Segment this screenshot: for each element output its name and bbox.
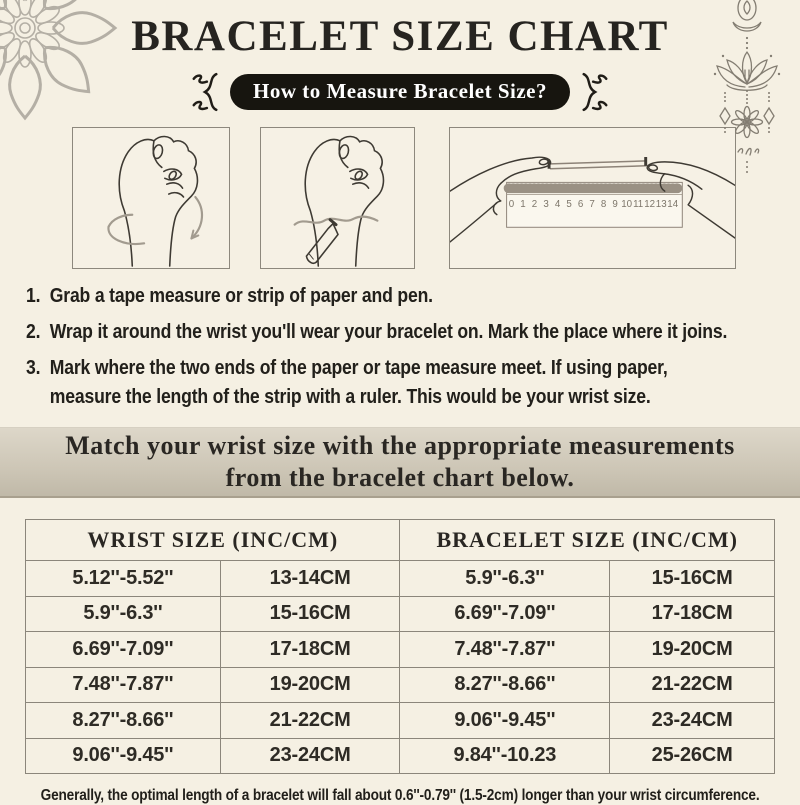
wrist-cm-cell: 17-18CM bbox=[220, 632, 400, 668]
hand-mark-pen-icon bbox=[261, 128, 414, 268]
step-text: Grab a tape measure or strip of paper and pen. bbox=[49, 285, 433, 307]
wrist-cm-cell: 21-22CM bbox=[220, 703, 400, 739]
match-size-banner bbox=[0, 427, 800, 498]
bracelet-cm-cell: 25-26CM bbox=[610, 738, 775, 774]
svg-text:13: 13 bbox=[655, 198, 667, 210]
wrist-cm-cell: 19-20CM bbox=[220, 667, 400, 703]
footnote-text: Generally, the optimal length of a bracelet will fall about 0.6''-0.79'' (1.5-2cm) longer than your wrist circumference. bbox=[40, 787, 760, 804]
svg-text:6: 6 bbox=[577, 198, 584, 210]
svg-text:1: 1 bbox=[520, 198, 526, 210]
step-number: 3. bbox=[26, 357, 41, 379]
size-chart-table bbox=[25, 519, 775, 774]
wrist-inch-cell: 9.06''-9.45'' bbox=[26, 738, 221, 774]
how-to-measure-badge: How to Measure Bracelet Size? bbox=[230, 74, 570, 109]
step-number: 2. bbox=[26, 321, 41, 343]
table-header-row bbox=[26, 520, 775, 561]
svg-text:7: 7 bbox=[589, 198, 595, 210]
bracelet-cm-cell: 17-18CM bbox=[610, 596, 775, 632]
flourish-bracket-right-icon bbox=[579, 70, 611, 114]
flourish-bracket-left-icon bbox=[189, 70, 221, 114]
bracelet-size-header: BRACELET SIZE (INC/CM) bbox=[400, 520, 775, 561]
table-row bbox=[26, 703, 775, 739]
illustration-ruler-measure bbox=[449, 127, 736, 269]
svg-text:4: 4 bbox=[554, 198, 561, 210]
instruction-list bbox=[26, 282, 800, 412]
bracelet-inch-cell: 5.9''-6.3'' bbox=[400, 561, 610, 597]
wrist-inch-cell: 7.48''-7.87'' bbox=[26, 667, 221, 703]
svg-text:0: 0 bbox=[508, 198, 515, 210]
svg-text:12: 12 bbox=[644, 198, 656, 210]
svg-text:5: 5 bbox=[566, 198, 572, 210]
svg-text:9: 9 bbox=[612, 198, 618, 210]
bracelet-inch-cell: 9.84''-10.23 bbox=[400, 738, 610, 774]
page-title: BRACELET SIZE CHART bbox=[131, 13, 669, 60]
svg-text:10: 10 bbox=[621, 198, 633, 210]
table-row bbox=[26, 738, 775, 774]
wrist-cm-cell: 23-24CM bbox=[220, 738, 400, 774]
svg-text:2: 2 bbox=[531, 198, 538, 210]
bracelet-cm-cell: 23-24CM bbox=[610, 703, 775, 739]
bracelet-cm-cell: 19-20CM bbox=[610, 632, 775, 668]
instruction-step-2 bbox=[26, 318, 800, 347]
svg-text:8: 8 bbox=[600, 198, 607, 210]
banner-line-1: Match your wrist size with the appropriate measurements bbox=[65, 430, 735, 460]
banner-line-2: from the bracelet chart below. bbox=[225, 463, 575, 492]
bracelet-cm-cell: 15-16CM bbox=[610, 561, 775, 597]
footnote-wrap bbox=[0, 787, 800, 805]
wrist-inch-cell: 5.12''-5.52'' bbox=[26, 561, 221, 597]
wrist-inch-cell: 6.69''-7.09'' bbox=[26, 632, 221, 668]
table-row bbox=[26, 561, 775, 597]
wrist-inch-cell: 5.9''-6.3'' bbox=[26, 596, 221, 632]
bracelet-inch-cell: 6.69''-7.09'' bbox=[400, 596, 610, 632]
wrist-cm-cell: 15-16CM bbox=[220, 596, 400, 632]
wrist-inch-cell: 8.27''-8.66'' bbox=[26, 703, 221, 739]
step-text: Mark where the two ends of the paper or tape measure meet. If using paper, measure the length of the strip with a ruler. This would be your wrist size. bbox=[49, 357, 668, 408]
badge-row bbox=[0, 70, 800, 114]
svg-text:11: 11 bbox=[633, 198, 644, 210]
illustration-wrap-tape bbox=[72, 127, 230, 269]
svg-text:3: 3 bbox=[543, 198, 549, 210]
wrist-cm-cell: 13-14CM bbox=[220, 561, 400, 597]
instruction-step-1 bbox=[26, 282, 800, 311]
bracelet-inch-cell: 8.27''-8.66'' bbox=[400, 667, 610, 703]
table-row bbox=[26, 632, 775, 668]
bracelet-inch-cell: 7.48''-7.87'' bbox=[400, 632, 610, 668]
wrist-size-header: WRIST SIZE (INC/CM) bbox=[26, 520, 400, 561]
step-number: 1. bbox=[26, 285, 41, 307]
hand-wrap-tape-icon bbox=[73, 128, 229, 268]
bracelet-inch-cell: 9.06''-9.45'' bbox=[400, 703, 610, 739]
measurement-illustrations bbox=[72, 127, 800, 269]
header bbox=[0, 0, 800, 114]
svg-text:14: 14 bbox=[667, 198, 679, 210]
step-text: Wrap it around the wrist you'll wear your bracelet on. Mark the place where it joins. bbox=[49, 321, 728, 343]
illustration-mark-join bbox=[260, 127, 415, 269]
bracelet-cm-cell: 21-22CM bbox=[610, 667, 775, 703]
table-row bbox=[26, 596, 775, 632]
instruction-step-3 bbox=[26, 354, 800, 412]
table-row bbox=[26, 667, 775, 703]
hands-ruler-icon bbox=[450, 128, 735, 268]
